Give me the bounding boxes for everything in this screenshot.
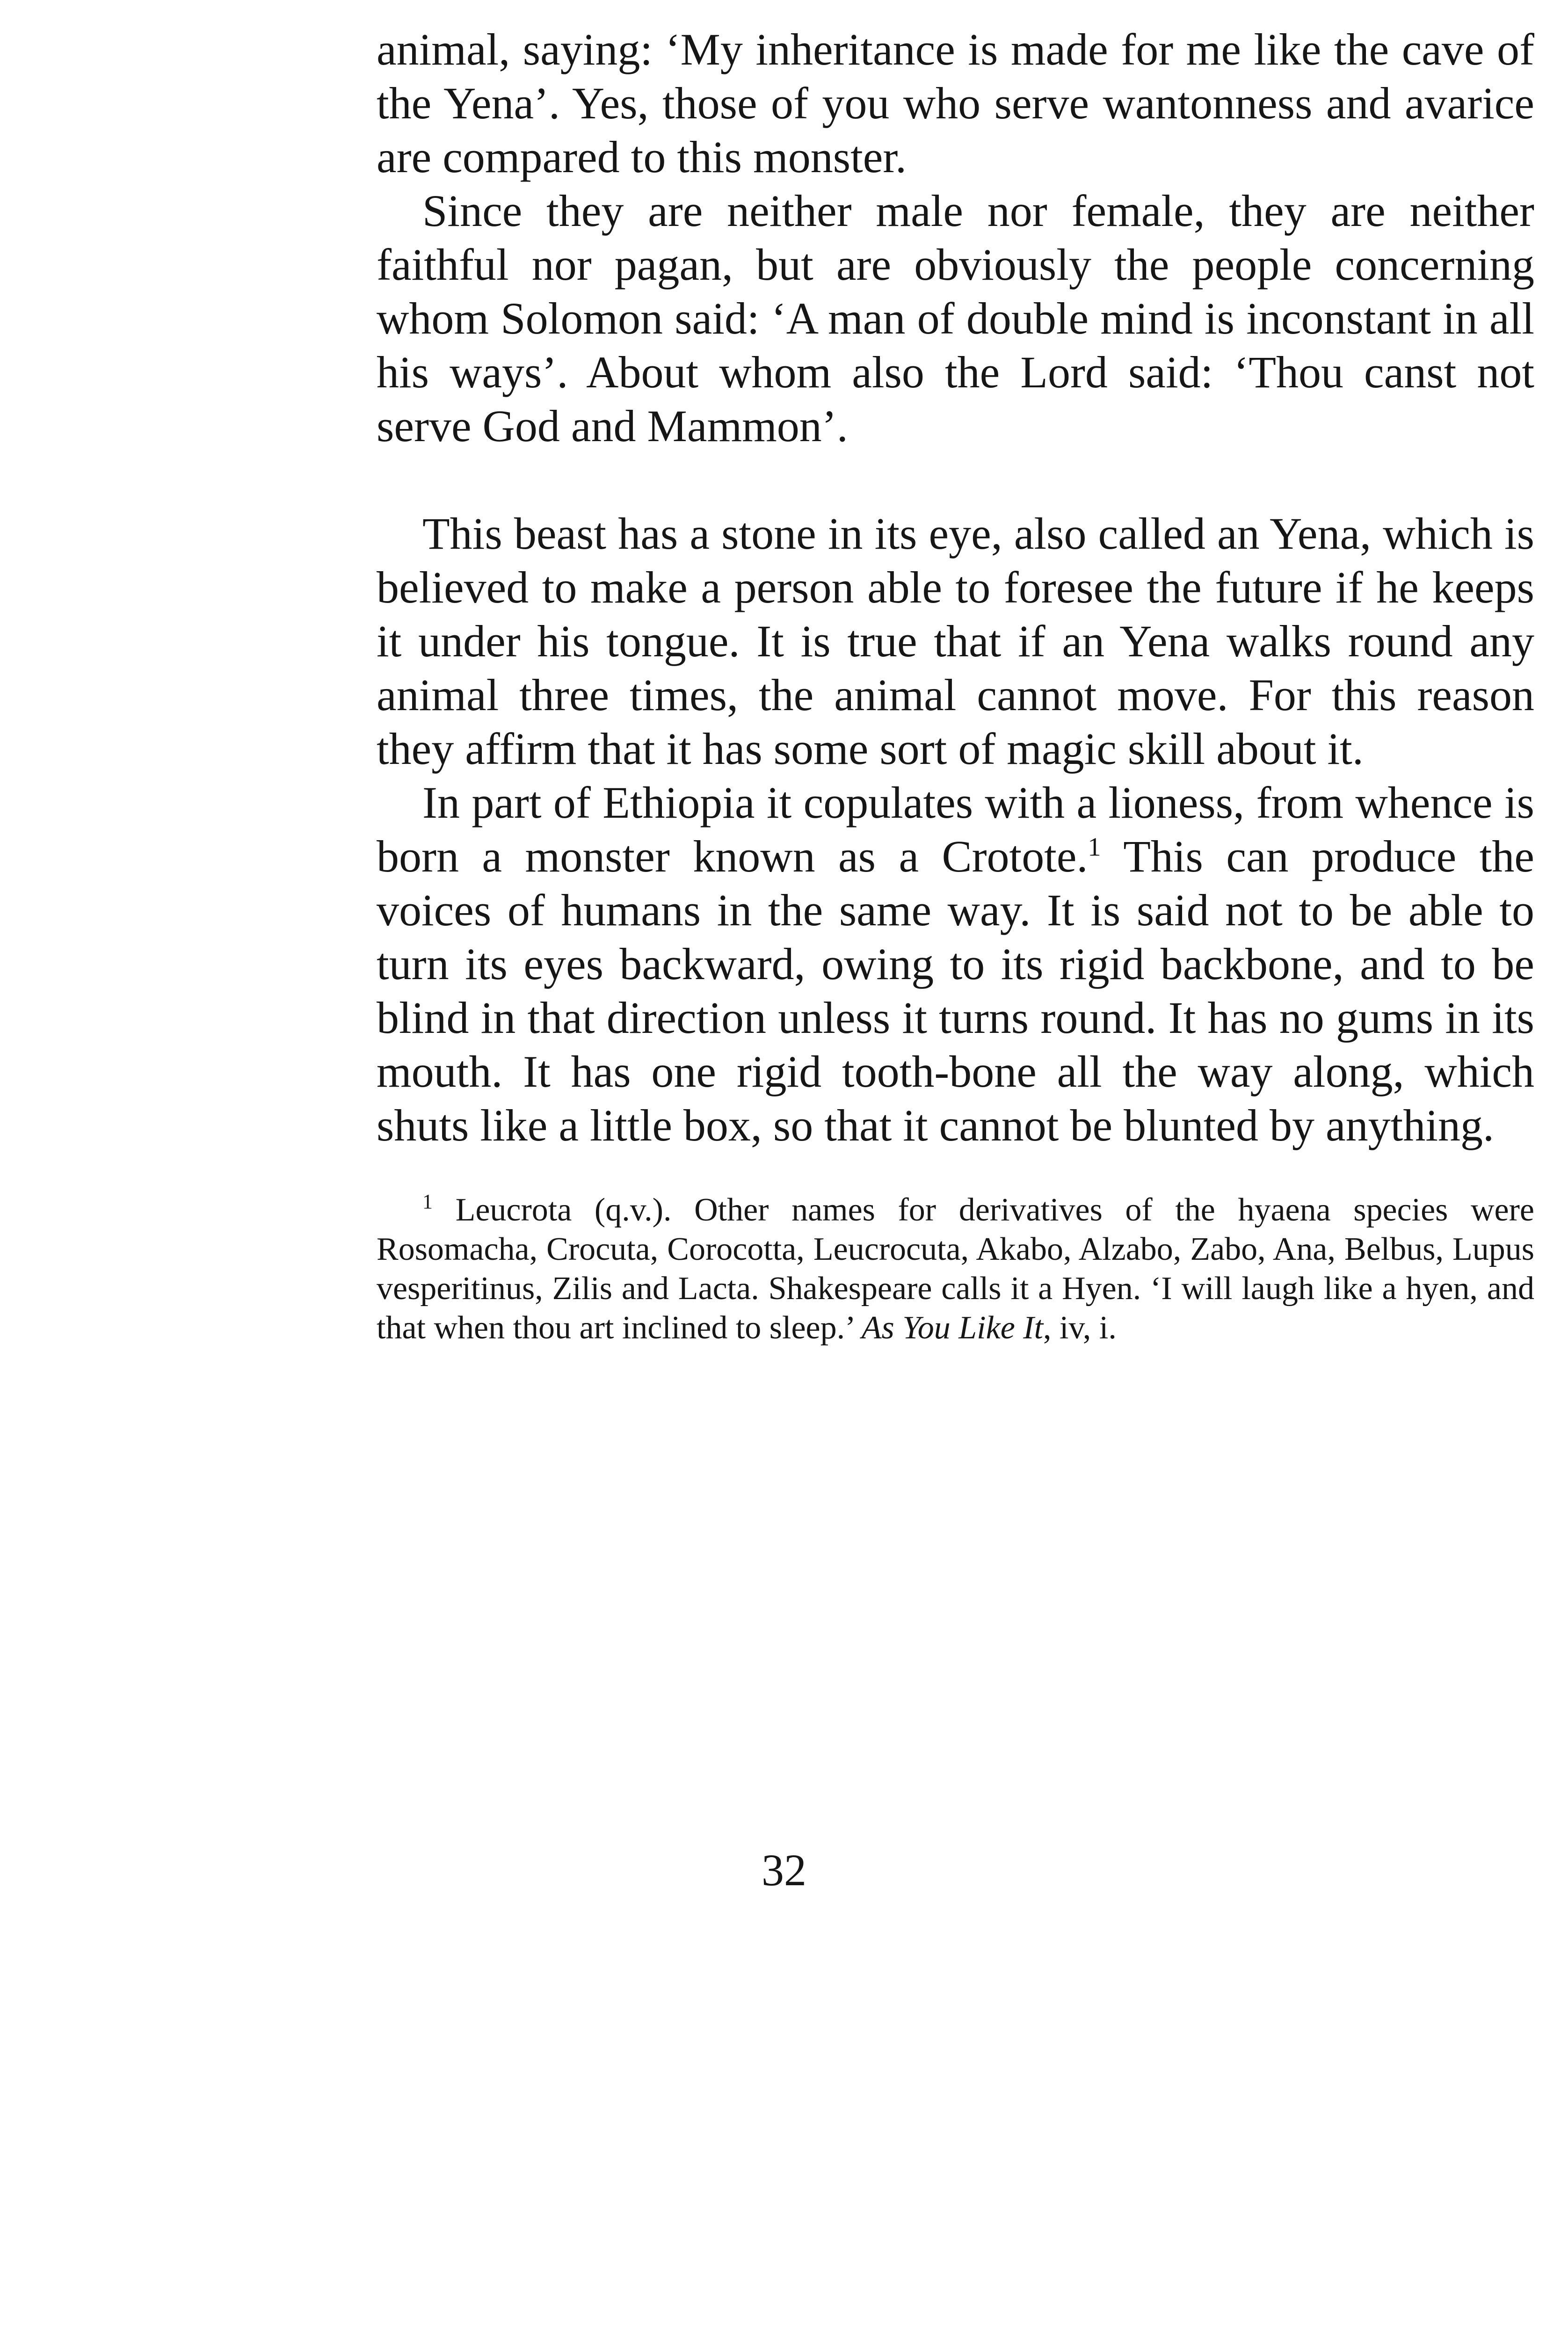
- paragraph-4: [377, 776, 1534, 1152]
- footnote-citation-rest: , iv, i.: [1043, 1310, 1117, 1346]
- footnotes: [377, 1191, 1534, 1348]
- section-break: [377, 453, 1534, 507]
- paragraph-4-text-a: In part of Ethiopia it copulates with a lioness, from whence is born a monster known as a Crotote.: [377, 777, 1534, 881]
- footnote-1: [377, 1191, 1534, 1348]
- page-number: 32: [762, 1845, 806, 1895]
- footnote-marker: 1: [422, 1190, 433, 1213]
- paragraph-4-text-b: This can produce the voices of humans in the same way. It is said not to be able to turn its eyes backward, owing to its rigid backbone, and to be blind in that direction unless it turns round. It has no gums in its mouth. It has one rigid tooth-bone all the way along, which shuts like a little box, so that it cannot be blunted by anything.: [377, 831, 1535, 1150]
- body-text: [377, 22, 1534, 1348]
- paragraph-2: Since they are neither male nor female, they are neither faithful nor pagan, but are obviously the people concerning whom Solomon said: ‘A man of double mind is inconstant in all his ways’. About whom also the Lord said: ‘Thou canst not serve God and Mammon’.: [377, 186, 1534, 451]
- footnote-text: Leucrota (q.v.). Other names for derivatives of the hyaena species were Rosomacha, Crocuta, Corocotta, Leucrocuta, Akabo, Alzabo, Zabo, Ana, Belbus, Lupus vesperitinus, Zilis and Lacta. Shakespeare calls it a Hyen. ‘I will laugh like a hyen, and that when thou art inclined to sleep.’: [377, 1192, 1534, 1346]
- paragraph-3: This beast has a stone in its eye, also called an Yena, which is believed to make a person able to foresee the future if he keeps it under his tongue. It is true that if an Yena walks round any animal three times, the animal cannot move. For this reason they affirm that it has some sort of magic skill about it.: [377, 508, 1534, 774]
- footnote-citation-title: As You Like It: [861, 1310, 1044, 1346]
- paragraph-1: animal, saying: ‘My inheritance is made for me like the cave of the Yena’. Yes, those of you who serve wantonness and avarice are compared to this monster.: [377, 24, 1534, 182]
- footnote-reference: 1: [1088, 833, 1101, 862]
